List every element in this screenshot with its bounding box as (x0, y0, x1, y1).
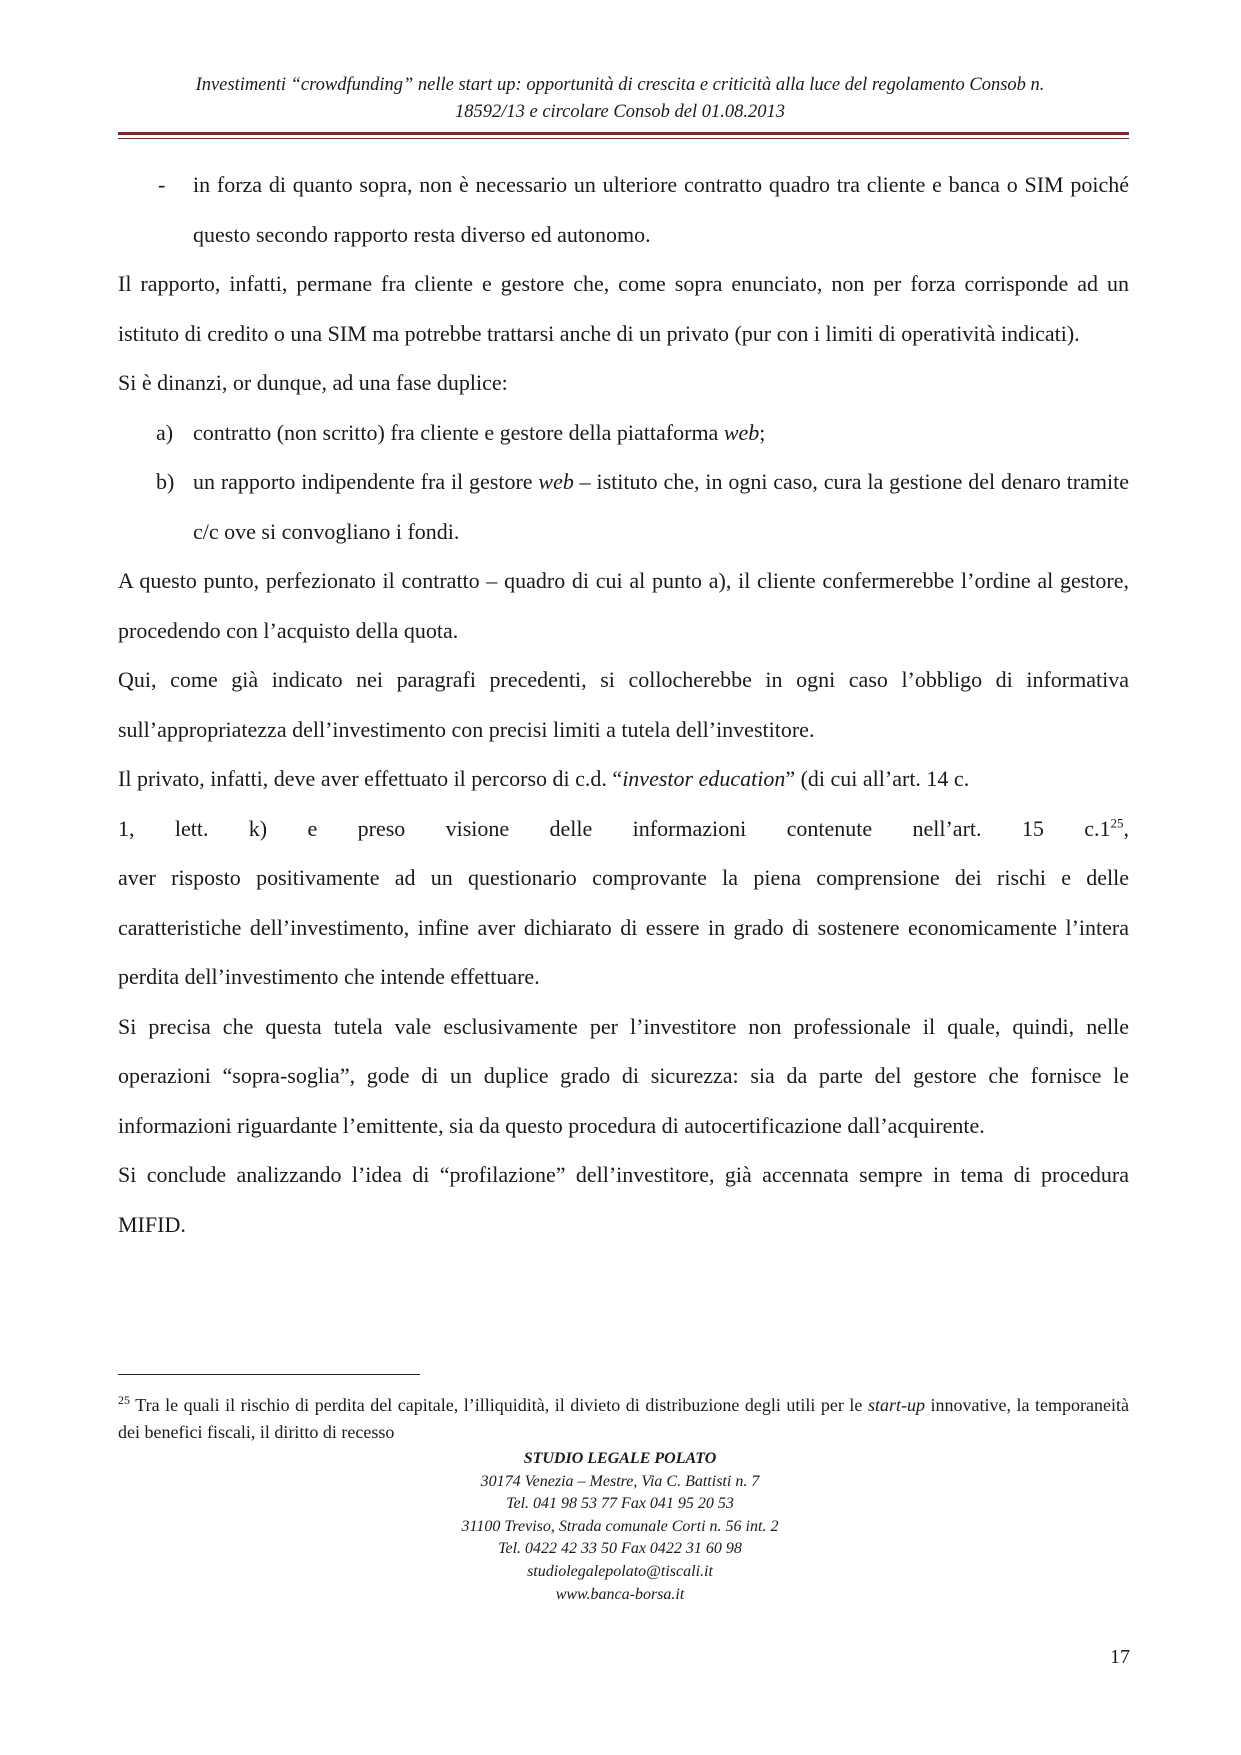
studio-footer (320, 1448, 920, 1606)
header-line-2: 18592/13 e circolare Consob del 01.08.2013 (454, 102, 786, 122)
running-header (100, 72, 1140, 126)
page-number: 17 (1110, 1646, 1130, 1668)
list-item-a-text: contratto (non scritto) fra cliente e gestore della piattaforma web; (193, 419, 766, 445)
privato-line-1: Il privato, infatti, deve aver effettuato il percorso di c.d. “investor education” (di cui all’art. 14 c. (118, 766, 970, 791)
studio-website[interactable]: www.banca-borsa.it (555, 1585, 685, 1603)
footnote-25: $^{25}$ Tra le quali il rischio di perdita del capitale, l’illiquidità, il divieto di distribuzione degli utili per le start-up innovative, la temporaneità dei benefici fiscali, il diritto di recesso (118, 1393, 1129, 1442)
paragraph-profilazione: Si conclude analizzando l’idea di “profilazione” dell’investitore, già accennata sempre in tema di procedura MIFID. (118, 1162, 1129, 1237)
paragraph-fase-duplice: Si è dinanzi, or dunque, ad una fase duplice: (118, 370, 508, 395)
studio-phone-venezia: Tel. 041 98 53 77 Fax 041 95 20 53 (506, 1495, 734, 1513)
list-item-b (118, 457, 1129, 556)
paragraph-rapporto: Il rapporto, infatti, permane fra cliente e gestore che, come sopra enunciato, non per forza corrisponde ad un istituto di credito o una SIM ma potrebbe trattarsi anche di un privato (pur con i limiti di operatività indicati). (118, 271, 1129, 346)
studio-phone-treviso: Tel. 0422 42 33 50 Fax 0422 31 60 98 (498, 1540, 742, 1558)
studio-address-venezia: 30174 Venezia – Mestre, Via C. Battisti n. 7 (480, 1472, 760, 1490)
paragraph-questo-punto: A questo punto, perfezionato il contratto – quadro di cui al punto a), il cliente confermerebbe l’ordine al gestore, procedendo con l’acquisto della quota. (118, 568, 1129, 643)
header-rule-thick (118, 132, 1129, 135)
studio-address-treviso: 31100 Treviso, Strada comunale Corti n. 56 int. 2 (461, 1517, 779, 1535)
dash-item-text: in forza di quanto sopra, non è necessario un ulteriore contratto quadro tra cliente e banca o SIM poiché questo secondo rapporto resta diverso ed autonomo. (193, 172, 1129, 247)
paragraph-tutela: Si precisa che questa tutela vale esclusivamente per l’investitore non professionale il quale, quindi, nelle operazioni “sopra-soglia”, gode di un duplice grado di sicurezza: sia da parte del gestore che fornisce le informazioni riguardante l’emittente, sia da questo procedura di autocertificazione dall’acquirente. (118, 1013, 1129, 1138)
footnote-ref-25[interactable]: 25 (1110, 815, 1124, 831)
header-line-1: Investimenti “crowdfunding” nelle start up: opportunità di crescita e criticità alla luce del regolamento Consob n. (195, 75, 1045, 95)
body-text (118, 160, 1129, 1249)
list-marker-b: b) (156, 469, 175, 494)
header-rule-thin (118, 138, 1129, 139)
dash-marker: - (158, 172, 166, 197)
list-item-a (118, 408, 1129, 458)
studio-email[interactable]: studiolegalepolato@tiscali.it (527, 1562, 713, 1580)
privato-rest: aver risposto positivamente ad un questionario comprovante la piena comprensione dei rischi e delle caratteristiche dell’investimento, infine aver dichiarato di essere in grado di sostenere economicamente l’intera perdita dell’investimento che intende effettuare. (118, 865, 1129, 989)
studio-name: STUDIO LEGALE POLATO (523, 1450, 717, 1467)
footnote-separator (118, 1374, 420, 1375)
list-item-b-text: un rapporto indipendente fra il gestore web – istituto che, in ogni caso, cura la gestione del denaro tramite c/c ove si convogliano i fondi. (193, 469, 1129, 544)
paragraph-privato (118, 754, 1129, 1002)
dash-list-item (118, 160, 1129, 259)
privato-line-2: 1, lett. k) e preso visione delle informazioni contenute nell’art. 15 $c.1^{25}$, (118, 815, 1129, 841)
list-marker-a: a) (156, 419, 174, 445)
footnote-number: 25 (118, 1393, 130, 1407)
paragraph-informativa: Qui, come già indicato nei paragrafi precedenti, si collocherebbe in ogni caso l’obbligo di informativa sull’appropriatezza dell’investimento con precisi limiti a tutela dell’investitore. (118, 667, 1129, 742)
